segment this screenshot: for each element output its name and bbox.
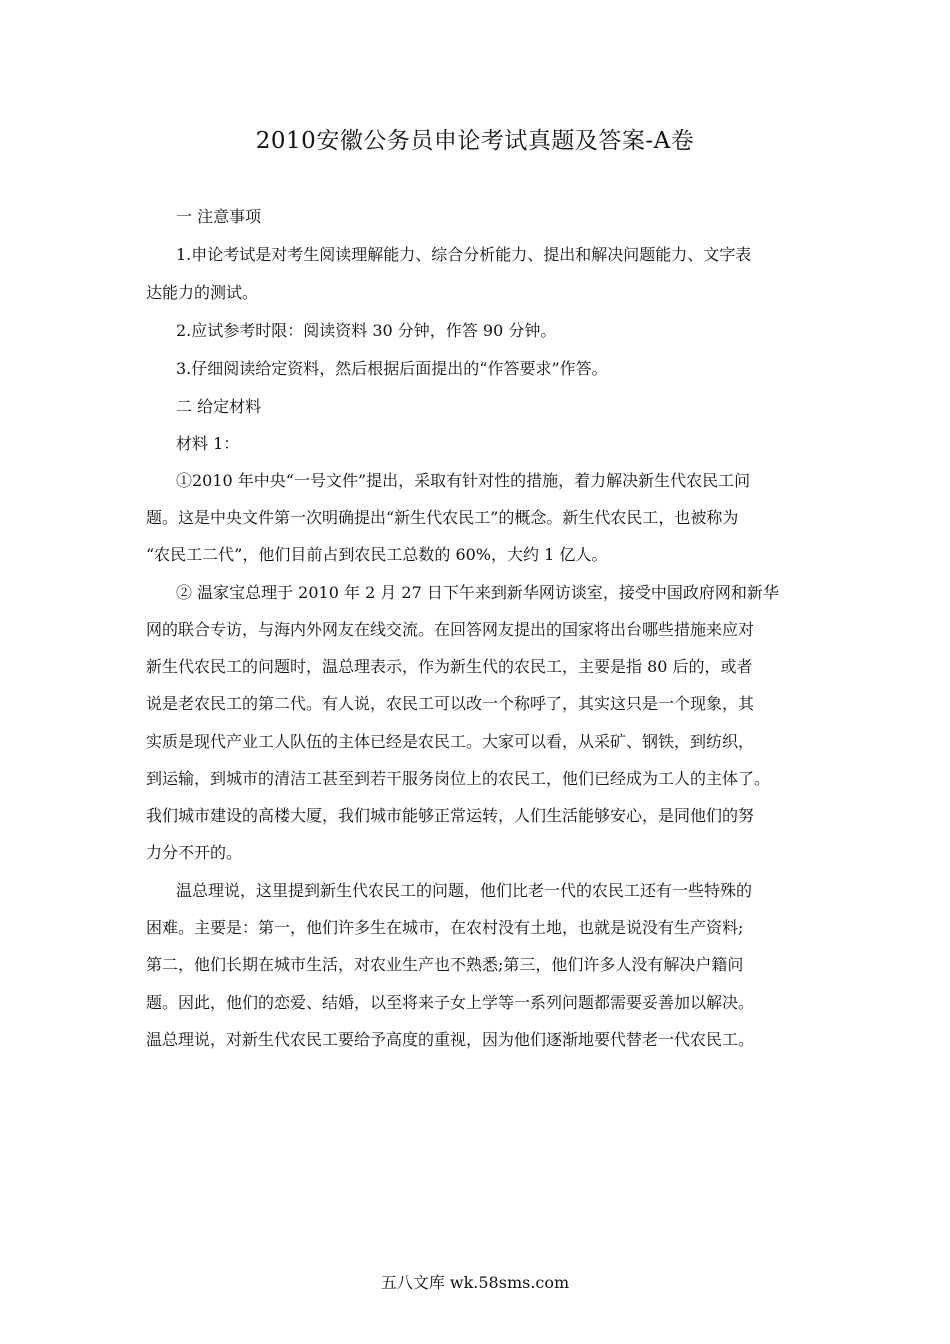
text-line: 我们城市建设的高楼大厦，我们城市能够正常运转，人们生活能够安心，是同他们的努 <box>146 806 755 825</box>
document-title: 2010安徽公务员申论考试真题及答案-A卷 <box>255 128 695 154</box>
text-line: 说是老农民工的第二代。有人说，农民工可以改一个称呼了，其实这只是一个现象，其 <box>146 694 755 713</box>
text-line: 题。因此，他们的恋爱、结婚，以至将来子女上学等一系列问题都需要妥善加以解决。 <box>146 993 755 1012</box>
text-line: 实质是现代产业工人队伍的主体已经是农民工。大家可以看，从采矿、钢铁，到纺织， <box>146 732 755 751</box>
text-line: 困难。主要是：第一，他们许多生在城市，在农村没有土地，也就是说没有生产资料; <box>146 918 744 937</box>
text-line: ①2010 年中央“一号文件”提出，采取有针对性的措施，着力解决新生代农民工问 <box>176 471 751 490</box>
text-line: 1.申论考试是对考生阅读理解能力、综合分析能力、提出和解决问题能力、文字表 <box>176 245 752 264</box>
section-heading: 一 注意事项 <box>176 207 262 226</box>
text-line: 网的联合专访，与海内外网友在线交流。在回答网友提出的国家将出台哪些措施来应对 <box>146 620 755 639</box>
text-line: 第二，他们长期在城市生活，对农业生产也不熟悉;第三，他们许多人没有解决户籍问 <box>146 955 744 974</box>
text-line: ② 温家宝总理于 2010 年 2 月 27 日下午来到新华网访谈室，接受中国政府网和新华 <box>176 583 779 602</box>
text-line: 力分不开的。 <box>146 843 243 862</box>
text-line: 3.仔细阅读给定资料，然后根据后面提出的“作答要求”作答。 <box>176 359 608 378</box>
text-line: 题。这是中央文件第一次明确提出“新生代农民工”的概念。新生代农民工，也被称为 <box>146 508 739 527</box>
section-heading: 二 给定材料 <box>176 397 262 416</box>
text-line: 达能力的测试。 <box>146 283 259 302</box>
text-line: 温总理说，这里提到新生代农民工的问题，他们比老一代的农民工还有一些特殊的 <box>176 881 753 900</box>
footer-watermark: 五八文库 wk.58sms.com <box>380 1273 570 1292</box>
text-line: 新生代农民工的问题时，温总理表示，作为新生代的农民工，主要是指 80 后的，或者 <box>146 657 753 676</box>
text-line: 温总理说，对新生代农民工要给予高度的重视，因为他们逐渐地要代替老一代农民工。 <box>146 1030 755 1049</box>
text-line: 到运输，到城市的清洁工甚至到若干服务岗位上的农民工，他们已经成为工人的主体了。 <box>146 769 771 788</box>
text-line: 2.应试参考时限：阅读资料 30 分钟，作答 90 分钟。 <box>176 321 557 340</box>
text-line: “农民工二代”，他们目前占到农民工总数的 60%，大约 1 亿人。 <box>146 545 608 564</box>
material-label: 材料 1： <box>176 434 240 453</box>
